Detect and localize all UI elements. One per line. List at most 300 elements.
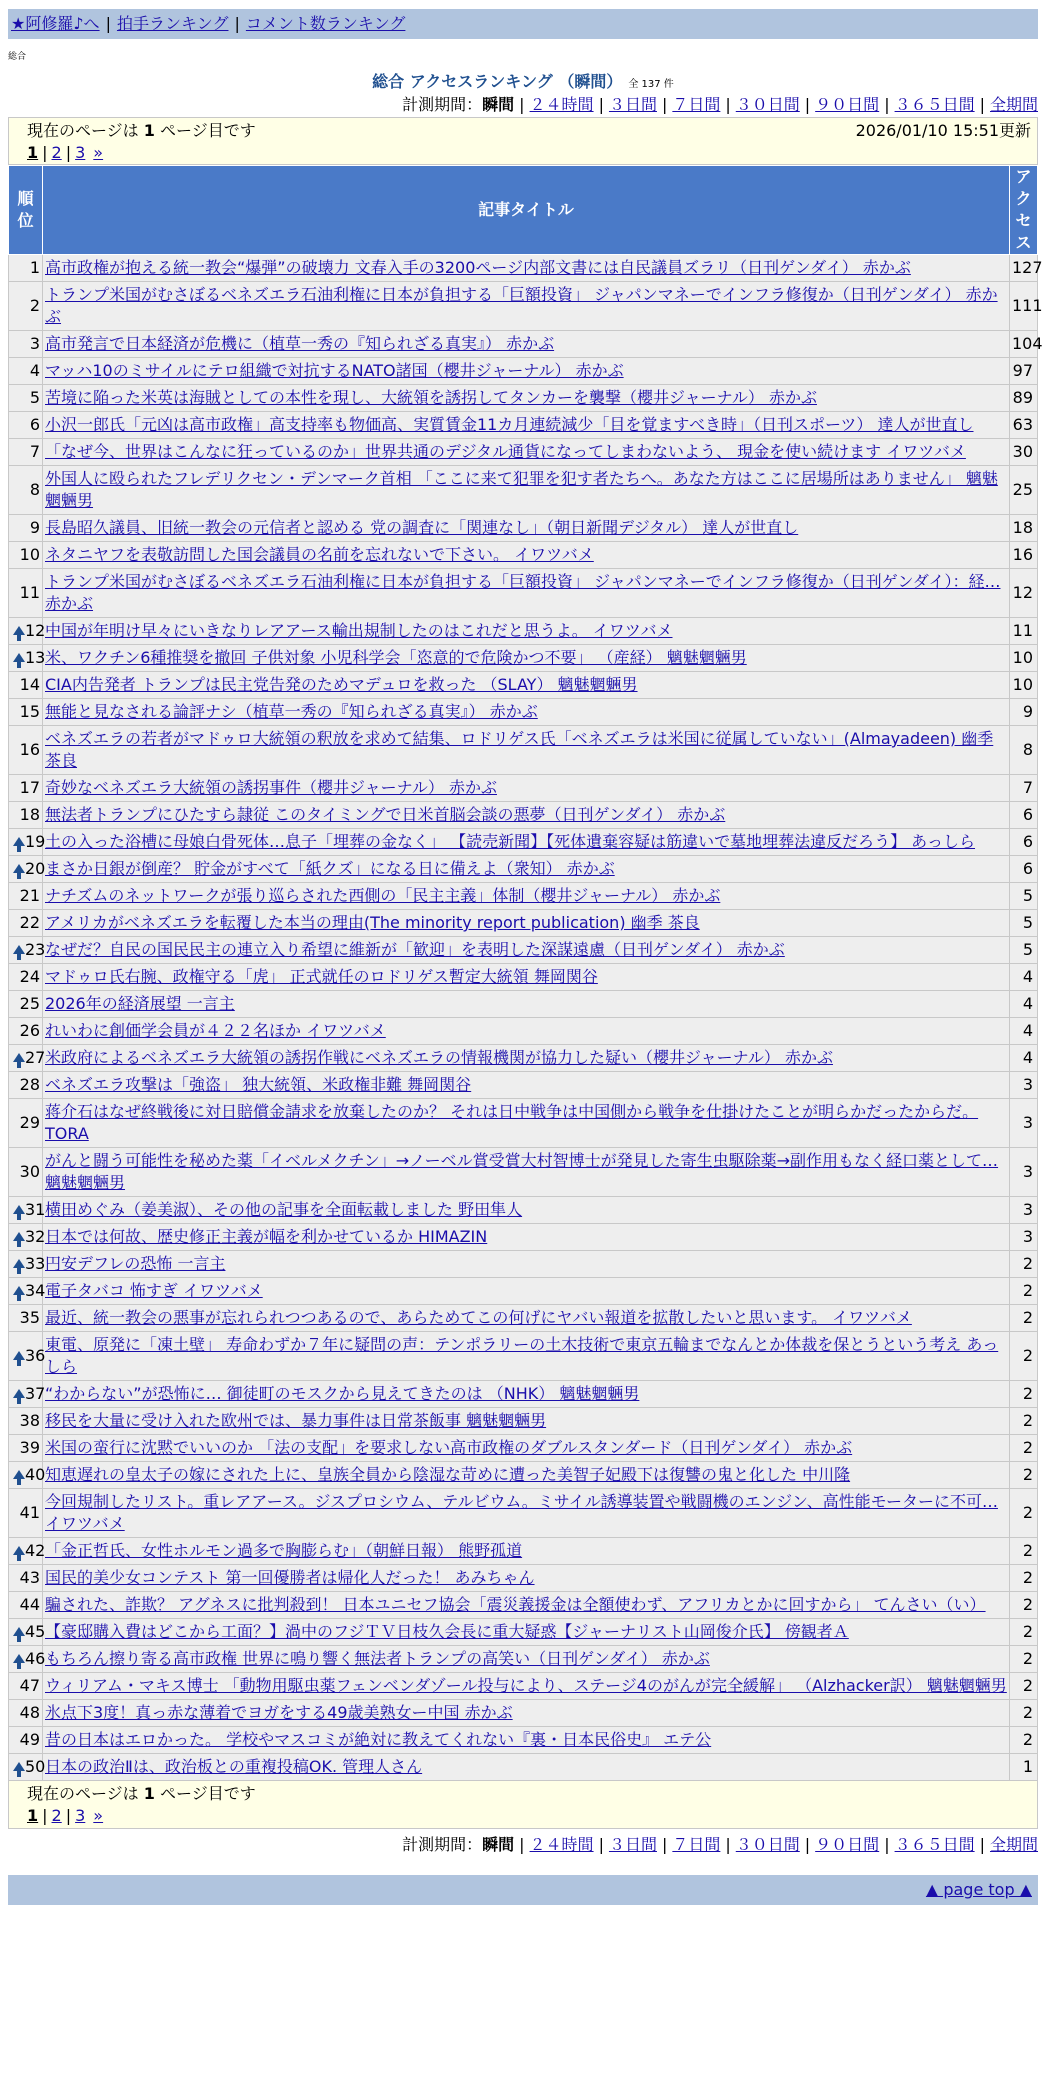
up-arrow-icon <box>13 626 25 635</box>
article-link[interactable]: マドゥロ氏右腕、政権守る「虎」 正式就任のロドリゲス暫定大統領 舞岡関谷 <box>45 967 598 986</box>
rank-header: 順 位 <box>9 166 43 255</box>
article-link[interactable]: アメリカがベネズエラを転覆した本当の理由(The minority report publication) 幽季 茶良 <box>45 913 700 932</box>
table-row <box>9 1754 1038 1781</box>
rank-cell <box>9 255 43 282</box>
period-link[interactable]: ７日間 <box>672 95 721 114</box>
article-link[interactable]: 高市発言で日本経済が危機に（植草一秀の『知られざる真実』） 赤かぶ <box>45 334 555 353</box>
access-count: 2 <box>1010 1462 1038 1489</box>
table-row <box>9 1278 1038 1305</box>
title-cell <box>43 1148 1010 1197</box>
title-cell <box>43 1462 1010 1489</box>
access-count: 6 <box>1010 802 1038 829</box>
access-count: 127 <box>1010 255 1038 282</box>
article-link[interactable]: 電子タバコ 怖すぎ イワツバメ <box>45 1281 263 1300</box>
article-link[interactable]: マッハ10のミサイルにテロ組織で対抗するNATO諸国（櫻井ジャーナル） 赤かぶ <box>45 361 624 380</box>
article-link[interactable]: もちろん擦り寄る高市政権 世界に鳴り響く無法者トランプの高笑い（日刊ゲンダイ） 赤かぶ <box>45 1649 710 1668</box>
article-link[interactable]: 国民的美少女コンテスト 第一回優勝者は帰化人だった！ あみちゃん <box>45 1568 535 1587</box>
article-link[interactable]: トランプ米国がむさぼるベネズエラ石油利権に日本が負担する「巨額投資」 ジャパンマネーでインフラ修復か（日刊ゲンダイ）：経… 赤かぶ <box>45 572 1001 613</box>
rank-number: 6 <box>29 415 40 434</box>
rank-number: 23 <box>25 940 46 959</box>
period-link[interactable]: 全期間 <box>989 95 1038 114</box>
rank-number: 24 <box>19 967 40 986</box>
up-arrow-icon <box>13 1627 25 1636</box>
article-link[interactable]: 円安デフレの恐怖 一言主 <box>45 1254 226 1273</box>
up-arrow-icon <box>13 1205 25 1214</box>
rank-cell <box>9 515 43 542</box>
period-link[interactable]: ９０日間 <box>815 95 880 114</box>
rank-cell <box>9 775 43 802</box>
access-count: 2 <box>1010 1489 1038 1538</box>
period-separator: | <box>661 95 668 114</box>
table-row <box>9 515 1038 542</box>
ranking-table <box>8 165 1043 1781</box>
access-count: 5 <box>1010 910 1038 937</box>
period-separator: | <box>661 1835 668 1854</box>
rank-number: 33 <box>25 1254 46 1273</box>
table-row <box>9 1565 1038 1592</box>
rank-cell <box>9 883 43 910</box>
title-cell <box>43 856 1010 883</box>
title-cell <box>43 1381 1010 1408</box>
article-link[interactable]: 無能と見なされる論評ナシ（植草一秀の『知られざる真実』） 赤かぶ <box>45 702 538 721</box>
rank-cell <box>9 1700 43 1727</box>
pager-separator: | <box>42 143 48 162</box>
access-count: 89 <box>1010 385 1038 412</box>
access-count: 7 <box>1010 775 1038 802</box>
page-status-number: 1 <box>143 1784 155 1803</box>
title-cell <box>43 937 1010 964</box>
title-cell <box>43 1673 1010 1700</box>
article-link[interactable]: 長島昭久議員、旧統一教会の元信者と認める 党の調査に「関連なし」（朝日新聞デジタル） 達人が世直し <box>45 518 799 537</box>
article-link[interactable]: ナチズムのネットワークが張り巡らされた西側の「民主主義」体制（櫻井ジャーナル） 赤かぶ <box>45 886 721 905</box>
table-row <box>9 829 1038 856</box>
up-arrow-icon <box>13 945 25 954</box>
up-arrow-icon <box>13 1546 25 1555</box>
period-separator: | <box>804 95 811 114</box>
article-link[interactable]: 日本では何故、歴史修正主義が幅を利かせているか HIMAZIN <box>45 1227 488 1246</box>
article-link[interactable]: 氷点下3度！真っ赤な薄着でヨガをする49歳美熟女ー中国 赤かぶ <box>45 1703 513 1722</box>
rank-number: 2 <box>29 296 40 315</box>
table-row <box>9 802 1038 829</box>
ranking-body <box>9 255 1043 1781</box>
page-link[interactable]: 3 <box>75 1806 86 1825</box>
title-cell <box>43 1224 1010 1251</box>
period-link[interactable]: ３日間 <box>608 95 657 114</box>
rank-number: 11 <box>19 583 40 602</box>
period-link[interactable]: ２４時間 <box>529 95 594 114</box>
period-link[interactable]: ３６５日間 <box>894 95 975 114</box>
access-count: 3 <box>1010 1197 1038 1224</box>
access-count: 5 <box>1010 883 1038 910</box>
article-link[interactable]: 米、ワクチン6種推奨を撤回 子供対象 小児科学会「恣意的で危険かつ不要」 （産経） 魑魅魍魎男 <box>45 648 747 667</box>
rank-number: 27 <box>25 1048 46 1067</box>
period-separator: | <box>598 1835 604 1854</box>
title-cell <box>43 385 1010 412</box>
rank-number: 17 <box>19 778 40 797</box>
article-link[interactable]: 奇妙なベネズエラ大統領の誘拐事件（櫻井ジャーナル） 赤かぶ <box>45 778 497 797</box>
up-arrow-icon <box>13 1389 25 1398</box>
access-count: 16 <box>1010 542 1038 569</box>
rank-number: 41 <box>19 1503 40 1522</box>
rank-cell <box>9 1278 46 1305</box>
page-status-pre: 現在のページは <box>27 121 144 140</box>
rank-cell <box>9 856 46 883</box>
article-link[interactable]: トランプ米国がむさぼるベネズエラ石油利権に日本が負担する「巨額投資」 ジャパンマネーでインフラ修復か（日刊ゲンダイ） 赤かぶ <box>45 285 998 326</box>
article-link[interactable]: 蒋介石はなぜ終戦後に対日賠償金請求を放棄したのか？ それは日中戦争は中国側から戦争を仕掛けたことが明らかだったからだ。 TORA <box>45 1102 979 1143</box>
section-label: 総合 <box>8 52 27 62</box>
rank-cell <box>9 1538 46 1565</box>
article-link[interactable]: 移民を大量に受け入れた欧州では、暴力事件は日常茶飯事 魑魅魍魎男 <box>45 1411 547 1430</box>
article-link[interactable]: 無法者トランプにひたすら隷従 このタイミングで日米首脳会談の悪夢（日刊ゲンダイ） 赤かぶ <box>45 805 726 824</box>
title-cell <box>43 1727 1010 1754</box>
access-count: 12 <box>1010 569 1038 618</box>
updated-timestamp: 2026/01/10 15:51更新 <box>855 121 1031 140</box>
title-cell <box>43 1045 1010 1072</box>
article-link[interactable]: 米国の蛮行に沈黙でいいのか 「法の支配」を要求しない高市政権のダブルスタンダード（日刊ゲンダイ） 赤かぶ <box>45 1438 853 1457</box>
up-arrow-icon <box>13 653 25 662</box>
rank-number: 36 <box>25 1346 46 1365</box>
article-link[interactable]: 2026年の経済展望 一言主 <box>45 994 235 1013</box>
article-link[interactable]: ネタニヤフを表敬訪問した国会議員の名前を忘れないで下さい。 イワツバメ <box>45 545 594 564</box>
access-count: 6 <box>1010 829 1038 856</box>
article-link[interactable]: 米政府によるベネズエラ大統領の誘拐作戦にベネズエラの情報機関が協力した疑い（櫻井ジャーナル） 赤かぶ <box>45 1048 833 1067</box>
period-separator: | <box>884 95 890 114</box>
table-row <box>9 991 1038 1018</box>
rank-number: 8 <box>29 480 40 499</box>
period-link[interactable]: ３６５日間 <box>894 1835 975 1854</box>
access-count: 97 <box>1010 358 1038 385</box>
rank-cell <box>9 542 43 569</box>
article-link[interactable]: ウィリアム・マキス博士 「動物用駆虫薬フェンベンダゾール投与により、ステージ4のがんが完全緩解」 （Alzhacker訳） 魑魅魍魎男 <box>45 1676 1007 1695</box>
period-label: 計測期間： <box>402 1835 483 1854</box>
article-link[interactable]: 騙された、詐欺？ アグネスに批判殺到！ 日本ユニセフ協会「震災義援金は全額使わず、アフリカとかに回すから」 てんさい（い） <box>45 1595 986 1614</box>
access-count: 10 <box>1010 672 1038 699</box>
bottom-bar <box>8 1875 1038 1905</box>
access-count: 6 <box>1010 856 1038 883</box>
total-count: 全 137 件 <box>628 79 674 90</box>
article-link[interactable]: 土の入った浴槽に母娘白骨死体…息子「埋葬の金なく」 【読売新聞】【死体遺棄容疑は筋違いで墓地埋葬法違反だろう】 あっしら <box>45 832 976 851</box>
title-cell <box>43 964 1010 991</box>
rank-number: 43 <box>19 1568 40 1587</box>
access-count: 2 <box>1010 1592 1038 1619</box>
period-link[interactable]: ２４時間 <box>529 1835 594 1854</box>
title-cell <box>43 1646 1010 1673</box>
rank-number: 1 <box>29 258 40 277</box>
title-cell <box>43 672 1010 699</box>
rank-number: 30 <box>19 1162 40 1181</box>
table-row <box>9 1619 1038 1646</box>
article-link[interactable]: 外国人に殴られたフレデリクセン・デンマーク首相 「ここに来て犯罪を犯す者たちへ。あなた方はここに居場所はありません」 魑魅魍魎男 <box>45 469 998 510</box>
article-link[interactable]: 「金正哲氏、女性ホルモン過多で胸膨らむ」（朝鮮日報） 熊野孤道 <box>45 1541 523 1560</box>
article-link[interactable]: 知恵遅れの皇太子の嫁にされた上に、皇族全員から陰湿な苛めに遭った美智子妃殿下は復讐の鬼と化した 中川隆 <box>45 1465 851 1484</box>
title-cell <box>43 1408 1010 1435</box>
home-link[interactable]: ★阿修羅♪へ <box>11 14 100 33</box>
table-row <box>9 672 1038 699</box>
comment-ranking-link[interactable]: コメント数ランキング <box>245 14 406 33</box>
rank-number: 32 <box>25 1227 46 1246</box>
title-cell <box>43 645 1010 672</box>
rank-cell <box>9 618 46 645</box>
title-cell <box>43 1592 1010 1619</box>
period-link[interactable]: 全期間 <box>989 1835 1038 1854</box>
title-cell <box>43 1565 1010 1592</box>
rank-cell <box>9 1435 43 1462</box>
rank-cell <box>9 1646 46 1673</box>
period-selector-top <box>8 93 1038 117</box>
page-status-post: ページ目です <box>154 1784 256 1803</box>
rank-cell <box>9 672 43 699</box>
access-count: 1 <box>1010 1754 1038 1781</box>
top-nav-bar <box>8 9 1038 39</box>
access-count: 111 <box>1010 282 1038 331</box>
up-arrow-icon <box>13 1762 25 1771</box>
rank-cell <box>9 1489 43 1538</box>
rank-number: 16 <box>19 740 40 759</box>
table-row <box>9 466 1038 515</box>
title-cell <box>43 1332 1010 1381</box>
rank-cell <box>9 1565 43 1592</box>
rank-cell <box>9 910 43 937</box>
access-count: 2 <box>1010 1305 1038 1332</box>
title-cell <box>43 569 1010 618</box>
access-count: 5 <box>1010 937 1038 964</box>
table-row <box>9 1462 1038 1489</box>
up-arrow-icon <box>13 1286 25 1295</box>
article-link[interactable]: れいわに創価学会員が４２２名ほか イワツバメ <box>45 1021 386 1040</box>
rank-cell <box>9 1148 43 1197</box>
table-row <box>9 964 1038 991</box>
rank-number: 20 <box>25 859 46 878</box>
table-row <box>9 618 1038 645</box>
table-row <box>9 1072 1038 1099</box>
period-link[interactable]: ３０日間 <box>735 1835 800 1854</box>
rank-cell <box>9 1462 46 1489</box>
title-cell <box>43 883 1010 910</box>
article-link[interactable]: “わからない”が恐怖に… 御徒町のモスクから見えてきたのは （NHK） 魑魅魍魎男 <box>45 1384 640 1403</box>
title-cell <box>43 991 1010 1018</box>
article-link[interactable]: 高市政権が抱える統一教会“爆弾”の破壊力 文春入手の3200ページ内部文書には自民議員ズラリ（日刊ゲンダイ） 赤かぶ <box>45 258 911 277</box>
rank-number: 37 <box>25 1384 46 1403</box>
period-separator: | <box>725 95 731 114</box>
table-row <box>9 412 1038 439</box>
rank-cell <box>9 1381 46 1408</box>
rank-cell <box>9 964 43 991</box>
page-status-post: ページ目です <box>154 121 256 140</box>
rank-cell <box>9 439 43 466</box>
article-link[interactable]: ベネズエラ攻撃は「強盗」 独大統領、米政権非難 舞岡関谷 <box>45 1075 472 1094</box>
table-row <box>9 645 1038 672</box>
rank-cell <box>9 1224 46 1251</box>
title-cell <box>43 1538 1010 1565</box>
article-link[interactable]: ベネズエラの若者がマドゥロ大統領の釈放を求めて結集、ロドリゲス氏「ベネズエラは米国に従属していない」(Almayadeen) 幽季 茶良 <box>45 729 994 770</box>
next-page-link[interactable]: » <box>93 143 104 162</box>
page-status-number: 1 <box>143 121 155 140</box>
article-link[interactable]: 【豪邸購入費はどこから工面？】渦中のフジＴＶ日枝久会長に重大疑惑【ジャーナリスト山岡俊介氏】 傍観者Ａ <box>45 1622 849 1641</box>
page-link[interactable]: 3 <box>75 143 86 162</box>
period-separator: | <box>884 1835 890 1854</box>
rank-number: 48 <box>19 1703 40 1722</box>
clap-ranking-link[interactable]: 拍手ランキング <box>116 14 229 33</box>
title-cell <box>43 282 1010 331</box>
pager-top <box>8 117 1038 165</box>
access-count: 4 <box>1010 1045 1038 1072</box>
table-row <box>9 856 1038 883</box>
rank-cell <box>9 1018 43 1045</box>
rank-cell <box>9 1072 43 1099</box>
rank-cell <box>9 1408 43 1435</box>
rank-cell <box>9 569 43 618</box>
page-status <box>27 120 256 142</box>
title-cell <box>43 515 1010 542</box>
title-cell <box>43 1700 1010 1727</box>
article-link[interactable]: 最近、統一教会の悪事が忘れられつつあるので、あらためてこの何げにヤバい報道を拡散したいと思います。 イワツバメ <box>45 1308 912 1327</box>
title-cell <box>43 802 1010 829</box>
rank-number: 19 <box>25 832 46 851</box>
rank-cell <box>9 1251 46 1278</box>
period-separator: | <box>979 1835 985 1854</box>
rank-number: 5 <box>29 388 40 407</box>
table-row <box>9 775 1038 802</box>
article-link[interactable]: CIA内告発者 トランプは民主党告発のためマデュロを救った （SLAY） 魑魅魍魎男 <box>45 675 638 694</box>
title-cell <box>43 466 1010 515</box>
table-row <box>9 1727 1038 1754</box>
title-cell <box>43 1619 1010 1646</box>
article-link[interactable]: 今回規制したリスト。重レアアース。ジスプロシウム、テルビウム。ミサイル誘導装置や戦闘機のエンジン、高性能モーターに不可… イワツバメ <box>45 1492 998 1533</box>
rank-number: 13 <box>25 648 46 667</box>
access-count: 2 <box>1010 1619 1038 1646</box>
page-top-link[interactable]: ▲ page top ▲ <box>925 1880 1032 1899</box>
title-cell <box>43 1435 1010 1462</box>
rank-number: 42 <box>25 1541 46 1560</box>
access-count: 104 <box>1010 331 1038 358</box>
article-link[interactable]: がんと闘う可能性を秘めた薬「イベルメクチン」→ノーベル賞受賞大村智博士が発見した寄生虫駆除薬→副作用もなく経口薬として… 魑魅魍魎男 <box>45 1151 999 1192</box>
rank-number: 45 <box>25 1622 46 1641</box>
table-row <box>9 1646 1038 1673</box>
period-link[interactable]: ７日間 <box>672 1835 721 1854</box>
access-count: 8 <box>1010 726 1038 775</box>
period-link[interactable]: ３０日間 <box>735 95 800 114</box>
page-link[interactable]: 2 <box>51 143 62 162</box>
current-page: 1 <box>27 1806 39 1825</box>
rank-number: 38 <box>19 1411 40 1430</box>
access-count: 25 <box>1010 466 1038 515</box>
ranking-title: 総合 アクセスランキング （瞬間） <box>372 72 623 91</box>
rank-number: 18 <box>19 805 40 824</box>
table-row <box>9 883 1038 910</box>
period-separator: | <box>725 1835 731 1854</box>
rank-cell <box>9 385 43 412</box>
pager-links <box>27 142 1031 164</box>
article-link[interactable]: なぜだ？自民の国民民主の連立入り希望に維新が「歓迎」を表明した深謀遠慮（日刊ゲンダイ） 赤かぶ <box>45 940 785 959</box>
rank-number: 31 <box>25 1200 46 1219</box>
rank-number: 25 <box>19 994 40 1013</box>
table-row <box>9 385 1038 412</box>
nav-separator: | <box>105 14 111 33</box>
table-row <box>9 726 1038 775</box>
article-link[interactable]: 東電、原発に「凍土壁」 寿命わずか７年に疑問の声：テンポラリーの土木技術で東京五輪までなんとか体裁を保とうという考え あっしら <box>45 1335 999 1376</box>
next-page-link[interactable]: » <box>93 1806 104 1825</box>
rank-number: 15 <box>19 702 40 721</box>
period-separator: | <box>519 1835 525 1854</box>
title-cell <box>43 439 1010 466</box>
up-arrow-icon <box>13 864 25 873</box>
rank-cell <box>9 282 43 331</box>
title-cell <box>43 775 1010 802</box>
rank-cell <box>9 1332 46 1381</box>
article-link[interactable]: 横田めぐみ（姜美淑）、その他の記事を全面転載しました 野田隼人 <box>45 1200 523 1219</box>
table-row <box>9 910 1038 937</box>
rank-number: 34 <box>25 1281 46 1300</box>
article-link[interactable]: まさか日銀が倒産？ 貯金がすべて「紙クズ」になる日に備えよ（衆知） 赤かぶ <box>45 859 615 878</box>
title-cell <box>43 1489 1010 1538</box>
access-count: 2 <box>1010 1435 1038 1462</box>
pager-separator: | <box>65 143 72 162</box>
table-row <box>9 1045 1038 1072</box>
article-link[interactable]: 苦境に陥った米英は海賊としての本性を現し、大統領を誘拐してタンカーを襲撃（櫻井ジャーナル） 赤かぶ <box>45 388 817 407</box>
rank-number: 46 <box>25 1649 46 1668</box>
access-count: 9 <box>1010 699 1038 726</box>
access-count: 63 <box>1010 412 1038 439</box>
rank-cell <box>9 829 46 856</box>
period-current: 瞬間 <box>482 1835 515 1854</box>
rank-number: 50 <box>25 1757 46 1776</box>
page-link[interactable]: 2 <box>51 1806 62 1825</box>
rank-cell <box>9 726 43 775</box>
access-count: 4 <box>1010 1018 1038 1045</box>
rank-number: 14 <box>19 675 40 694</box>
access-count: 3 <box>1010 1099 1038 1148</box>
table-header-row <box>9 166 1038 255</box>
article-link[interactable]: 中国が年明け早々にいきなりレアアース輸出規制したのはこれだと思うよ。 イワツバメ <box>45 621 673 640</box>
table-row <box>9 1197 1038 1224</box>
title-cell <box>43 358 1010 385</box>
title-cell <box>43 412 1010 439</box>
rank-number: 12 <box>25 621 46 640</box>
access-count: 2 <box>1010 1408 1038 1435</box>
article-link[interactable]: 日本の政治Ⅱは、政治板との重複投稿OK. 管理人さん <box>45 1757 423 1776</box>
article-link[interactable]: 昔の日本はエロかった。 学校やマスコミが絶対に教えてくれない『裏・日本民俗史』 エテ公 <box>45 1730 712 1749</box>
rank-cell <box>9 331 43 358</box>
table-row <box>9 1408 1038 1435</box>
title-header: 記事タイトル <box>43 166 1010 255</box>
title-cell <box>43 726 1010 775</box>
title-cell <box>43 1018 1010 1045</box>
table-row <box>9 1332 1038 1381</box>
period-link[interactable]: ９０日間 <box>815 1835 880 1854</box>
article-link[interactable]: 「なぜ今、世界はこんなに狂っているのか」世界共通のデジタル通貨になってしまわないよう、 現金を使い続けます イワツバメ <box>45 442 966 461</box>
access-count: 2 <box>1010 1332 1038 1381</box>
period-link[interactable]: ３日間 <box>608 1835 657 1854</box>
rank-number: 4 <box>29 361 40 380</box>
rank-cell <box>9 466 43 515</box>
table-row <box>9 439 1038 466</box>
access-count: 2 <box>1010 1727 1038 1754</box>
up-arrow-icon <box>13 1259 25 1268</box>
rank-cell <box>9 991 43 1018</box>
access-count: 11 <box>1010 618 1038 645</box>
up-arrow-icon <box>13 1053 25 1062</box>
rank-cell <box>9 1673 43 1700</box>
access-count: 3 <box>1010 1072 1038 1099</box>
rank-number: 28 <box>19 1075 40 1094</box>
table-row <box>9 1305 1038 1332</box>
rank-cell <box>9 699 43 726</box>
article-link[interactable]: 小沢一郎氏「元凶は高市政権」高支持率も物価高、実質賃金11カ月連続減少「目を覚ますべき時」（日刊スポーツ） 達人が世直し <box>45 415 974 434</box>
period-separator: | <box>519 95 525 114</box>
table-row <box>9 1251 1038 1278</box>
title-cell <box>43 1305 1010 1332</box>
up-arrow-icon <box>13 1470 25 1479</box>
